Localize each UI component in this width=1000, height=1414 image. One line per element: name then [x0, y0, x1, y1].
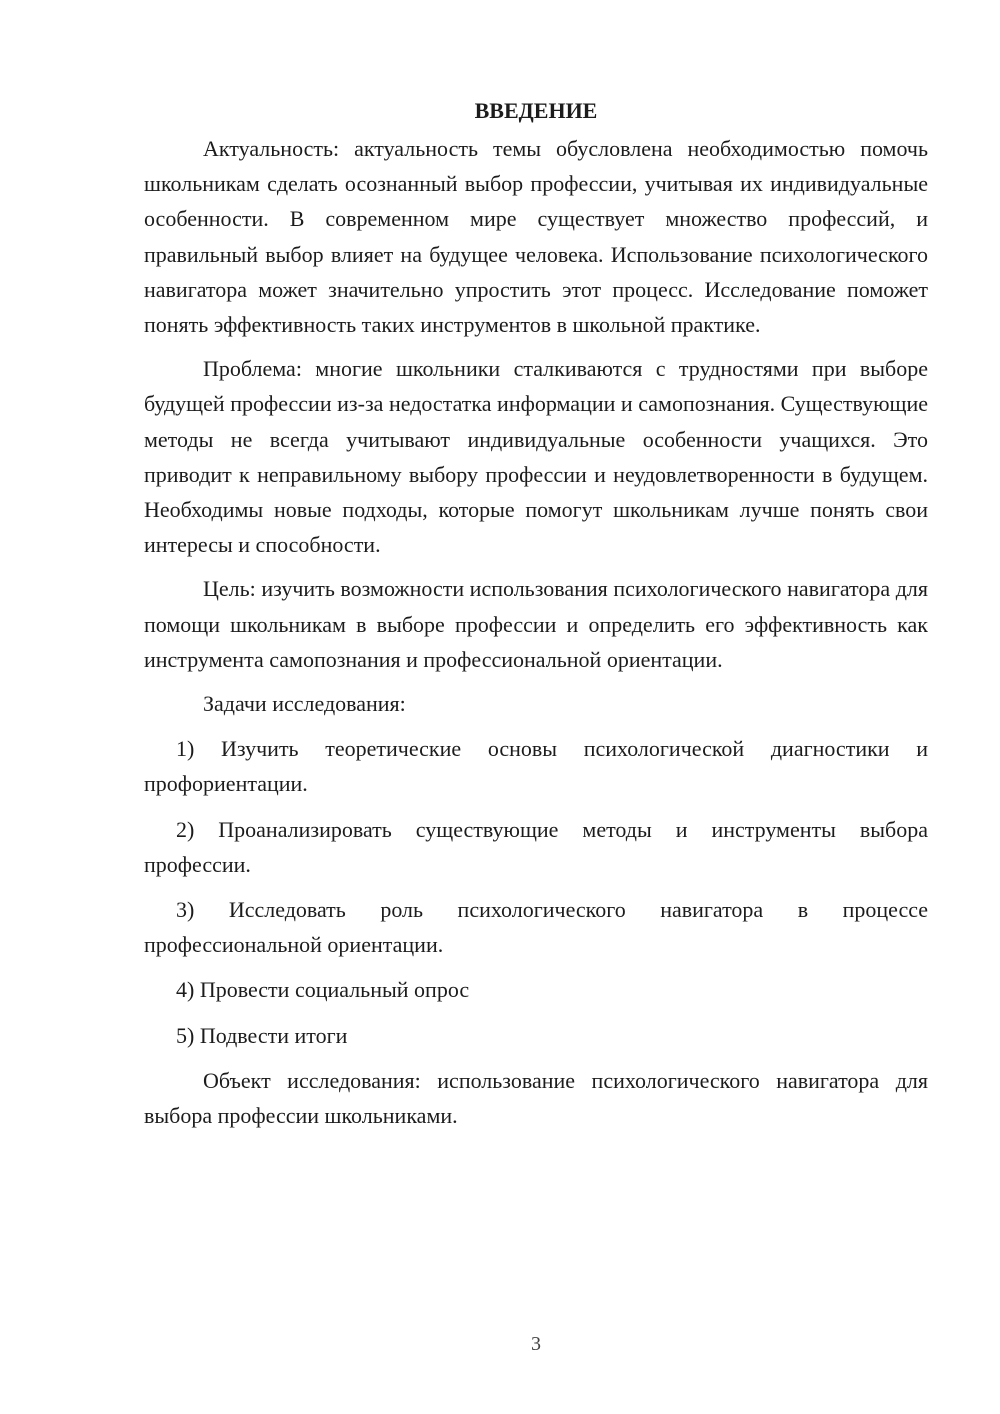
object-paragraph: Объект исследования: использование психологического навигатора для выбора профессии школьниками. — [144, 1067, 928, 1129]
document-page — [144, 96, 928, 1142]
tasks-list — [144, 731, 928, 1053]
task-item: 1) Изучить теоретические основы психологической диагностики и профориентации. — [144, 736, 928, 797]
problem-paragraph: Проблема: многие школьники сталкиваются с трудностями при выборе будущей профессии из-за недостатка информации и самопознания. Существующие методы не всегда учитывают индивидуальные особенности учащихся. Это приводит к неправильному выбору профессии и неудовлетворенности в будущем. Необходимы новые подходы, которые помогут школьникам лучше понять свои интересы и способности. — [144, 356, 928, 558]
task-item: 4) Провести социальный опрос — [176, 977, 470, 1003]
page-number: 3 — [531, 1333, 541, 1355]
section-title: ВВЕДЕНИЕ — [474, 98, 598, 123]
task-item: 3) Исследовать роль психологического навигатора в процессе профессиональной ориентации. — [144, 897, 928, 958]
tasks-heading: Задачи исследования: — [203, 691, 406, 717]
goal-paragraph: Цель: изучить возможности использования психологического навигатора для помощи школьникам в выборе профессии и определить его эффективность как инструмента самопознания и профессиональной ориентации. — [144, 576, 928, 672]
task-item: 2) Проанализировать существующие методы и инструменты выбора профессии. — [144, 816, 928, 877]
task-item: 5) Подвести итоги — [176, 1022, 348, 1048]
relevance-paragraph: Актуальность: актуальность темы обусловлена необходимостью помочь школьникам сделать осознанный выбор профессии, учитывая их индивидуальные особенности. В современном мире существует множество профессий, и правильный выбор влияет на будущее человека. Использование психологического навигатора может значительно упростить этот процесс. Исследование поможет понять эффективность таких инструментов в школьной практике. — [144, 136, 928, 338]
